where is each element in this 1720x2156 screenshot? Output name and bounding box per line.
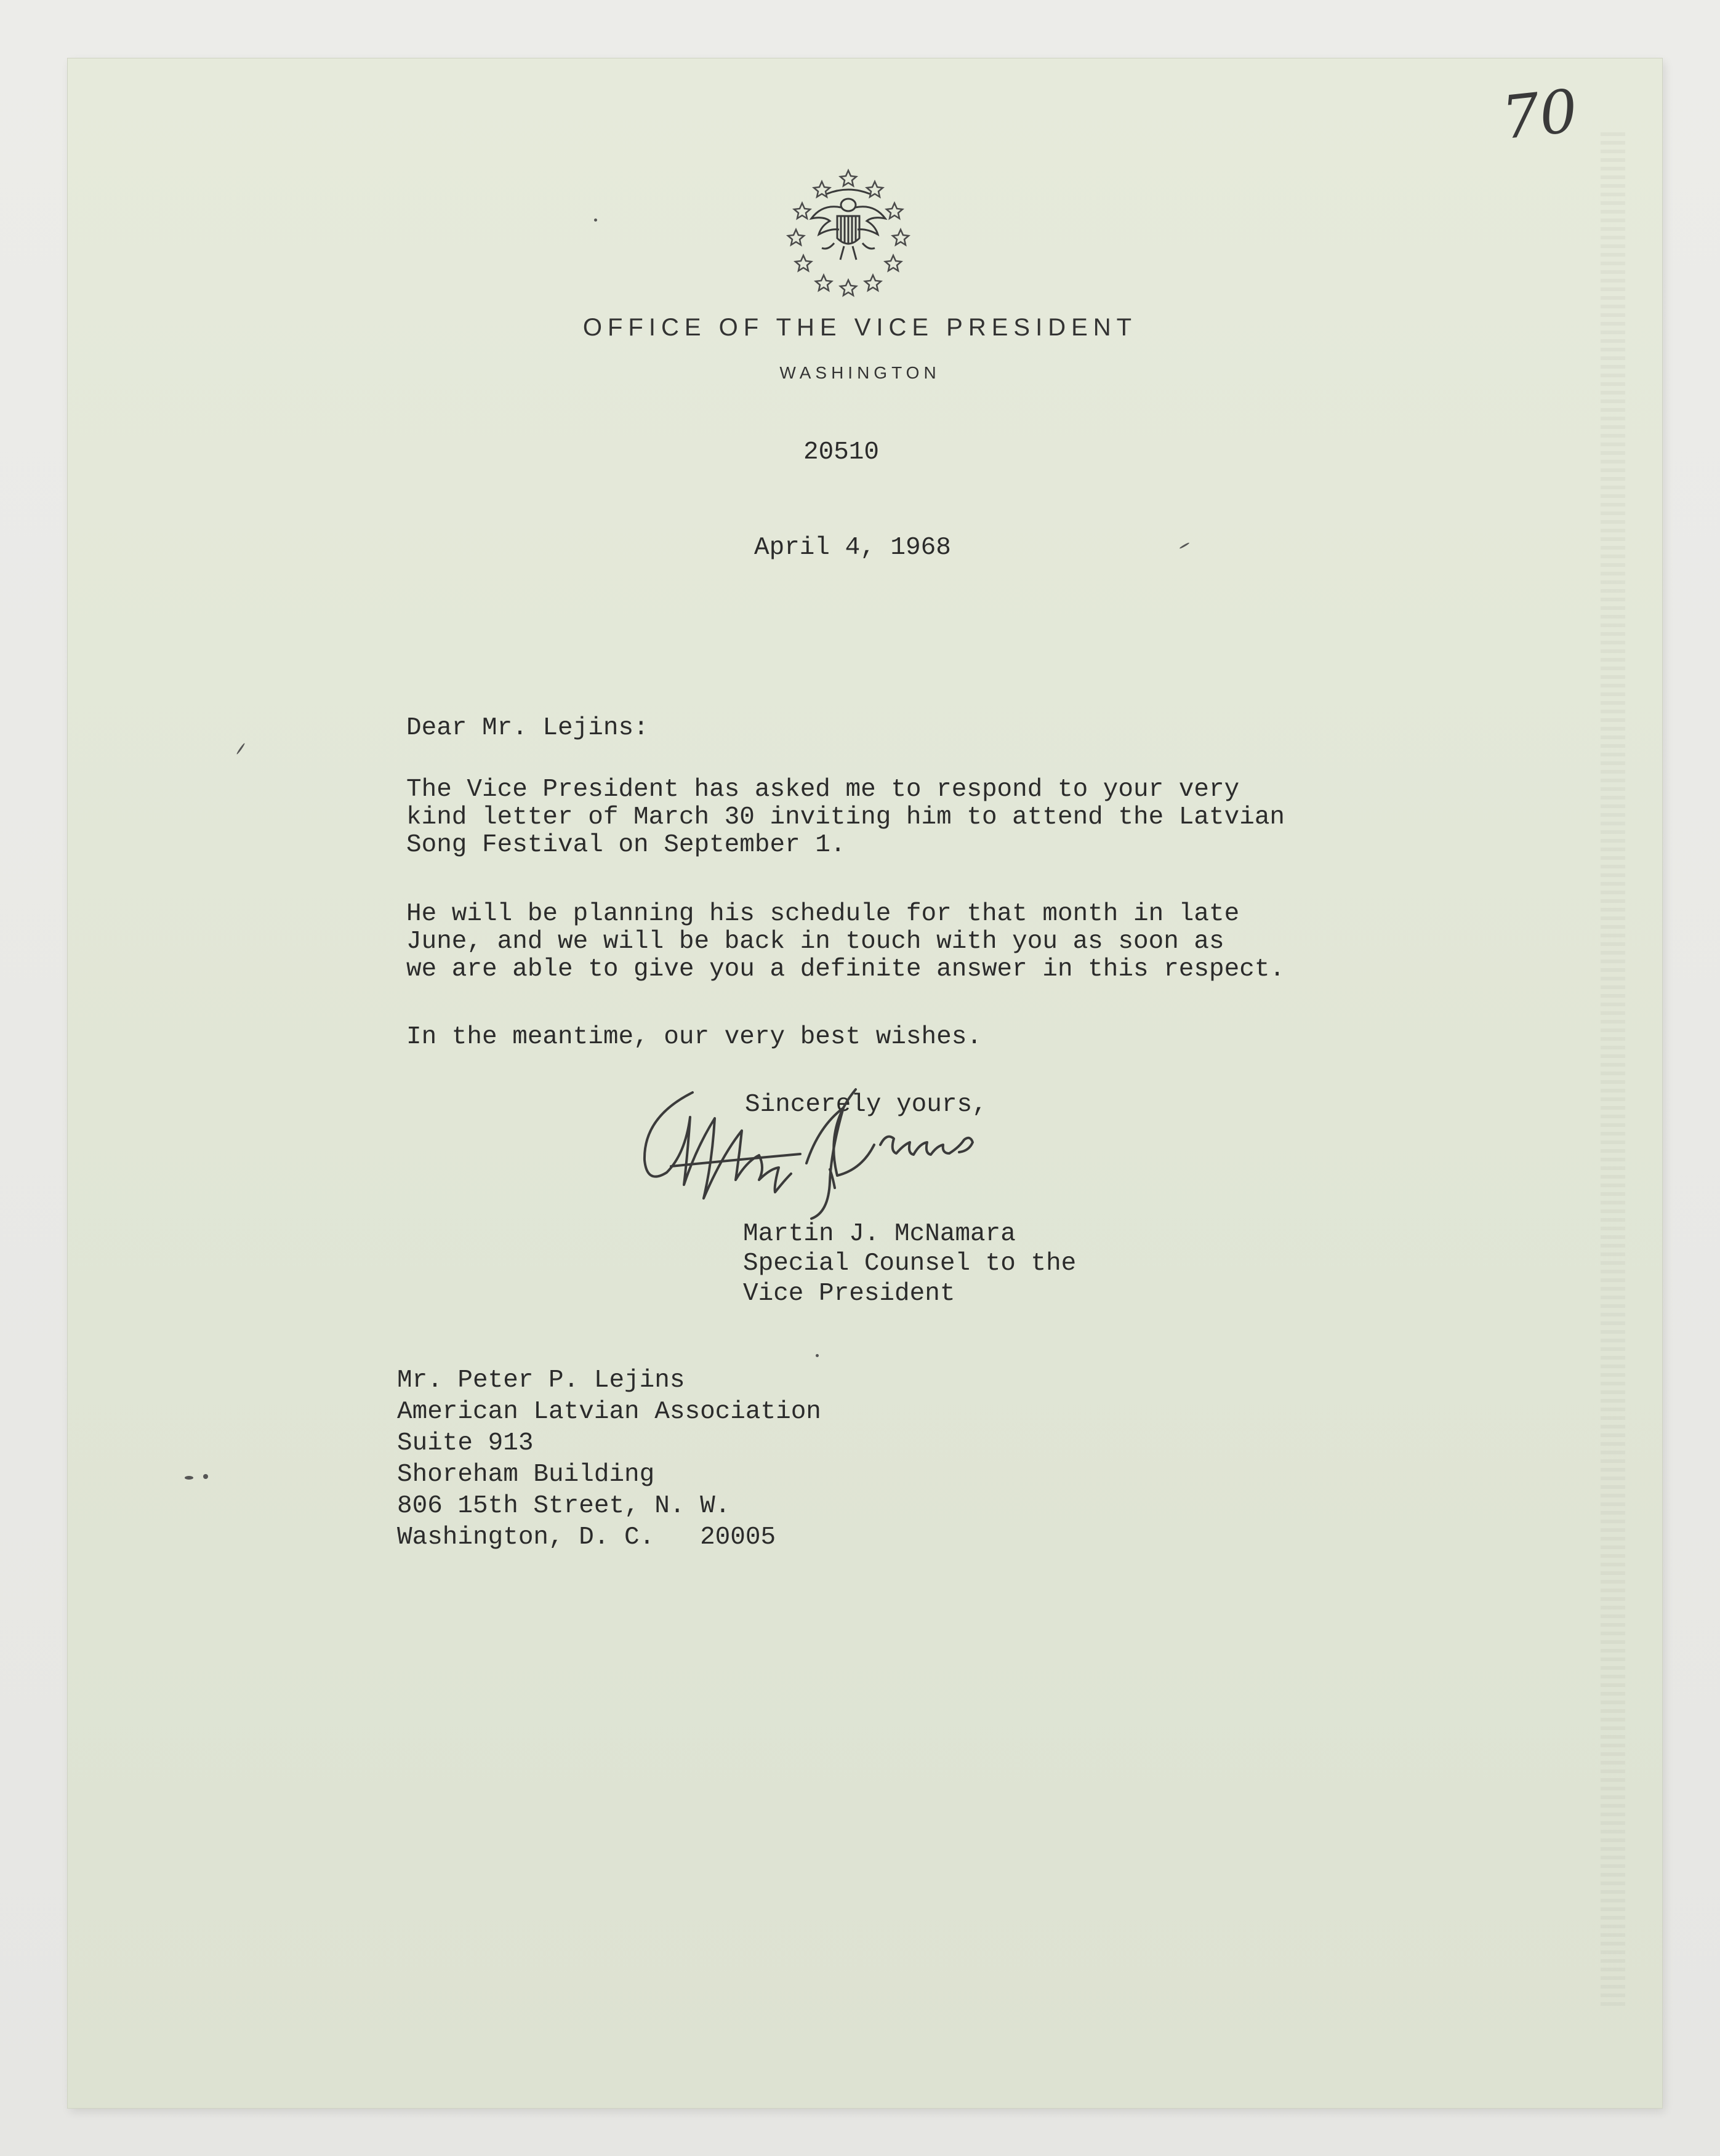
- letterhead-zip: 20510: [803, 438, 880, 467]
- closing: Sincerely yours,: [745, 1091, 987, 1119]
- address-line: American Latvian Association: [397, 1398, 821, 1426]
- body-line: kind letter of March 30 inviting him to attend the Latvian: [406, 803, 1285, 832]
- address-line: Washington, D. C. 20005: [397, 1523, 776, 1552]
- paper-speck: [816, 1354, 819, 1357]
- body-line: June, and we will be back in touch with you as soon as: [406, 928, 1224, 956]
- body-line: In the meantime, our very best wishes.: [406, 1023, 982, 1051]
- body-line: Song Festival on September 1.: [406, 831, 846, 859]
- handwritten-page-number: 70: [1498, 76, 1581, 153]
- signer-title-line-1: Special Counsel to the: [743, 1249, 1077, 1278]
- paper-speck: [185, 1476, 193, 1480]
- paper-speck: [594, 218, 597, 222]
- paper-speck: [203, 1474, 208, 1479]
- body-line: we are able to give you a definite answer in this respect.: [406, 955, 1285, 984]
- body-line: He will be planning his schedule for that month in late: [406, 900, 1240, 928]
- letterhead-city: WASHINGTON: [779, 363, 941, 382]
- address-line: Mr. Peter P. Lejins: [397, 1366, 685, 1395]
- signer-title-line-2: Vice President: [743, 1280, 955, 1308]
- signer-name: Martin J. McNamara: [743, 1220, 1016, 1248]
- body-line: The Vice President has asked me to respond to your very: [406, 775, 1240, 804]
- address-line: Suite 913: [397, 1429, 534, 1457]
- address-line: Shoreham Building: [397, 1461, 655, 1489]
- letter-date: April 4, 1968: [754, 534, 951, 562]
- letterhead-title: OFFICE OF THE VICE PRESIDENT: [582, 314, 1138, 341]
- salutation: Dear Mr. Lejins:: [406, 714, 649, 742]
- address-line: 806 15th Street, N. W.: [397, 1492, 731, 1520]
- vice-president-seal-icon: [778, 157, 919, 299]
